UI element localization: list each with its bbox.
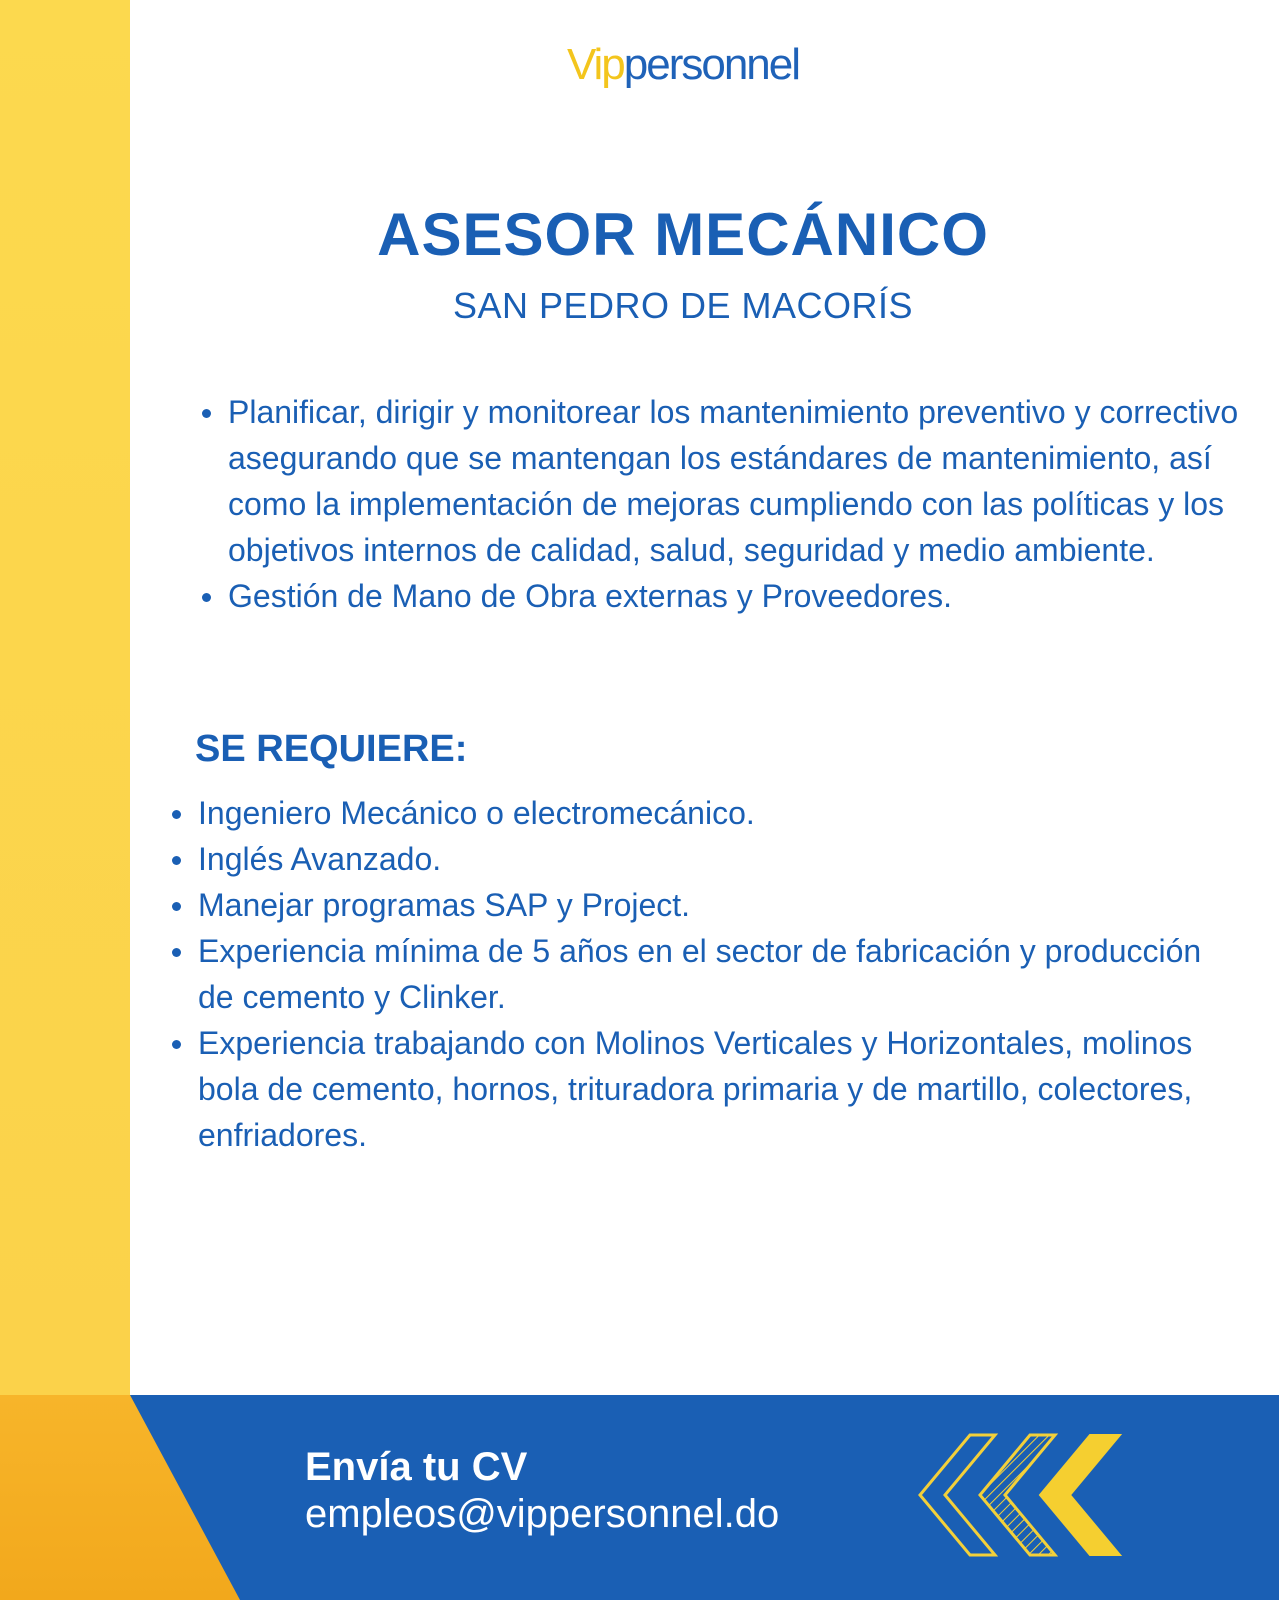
job-title: ASESOR MECÁNICO [377, 201, 989, 268]
requirements-heading: SE REQUIERE: [195, 728, 468, 770]
orange-wedge [0, 1395, 240, 1600]
requirement-item: Manejar programas SAP y Project. [170, 882, 1230, 928]
duty-item: Gestión de Mano de Obra externas y Proveedores. [200, 573, 1260, 619]
requirement-item: Experiencia trabajando con Molinos Verticales y Horizontales, molinos bola de cemento, hornos, trituradora primaria y de martillo, colectores, enfriadores. [170, 1020, 1230, 1158]
logo-personnel-text: personnel [623, 40, 800, 89]
logo-vip-text: Vip [566, 40, 624, 89]
contact-email[interactable]: empleos@vippersonnel.do [305, 1492, 780, 1536]
requirement-item: Experiencia mínima de 5 años en el sector de fabricación y producción de cemento y Clinker. [170, 928, 1230, 1020]
chevrons-left-icon [915, 1430, 1135, 1560]
duty-item: Planificar, dirigir y monitorear los mantenimiento preventivo y correctivo asegurando que se mantengan los estándares de mantenimiento, así como la implementación de mejoras cumpliendo con las políticas y los objetivos internos de calidad, salud, seguridad y medio ambiente. [200, 389, 1260, 573]
duties-list [200, 389, 1260, 619]
solid-chevron [1040, 1435, 1120, 1555]
job-location: SAN PEDRO DE MACORÍS [452, 285, 914, 326]
vippersonnel-logo [0, 40, 1279, 90]
requirement-item: Inglés Avanzado. [170, 836, 1230, 882]
requirements-list [170, 790, 1230, 1158]
cta-label: Envía tu CV [305, 1445, 528, 1489]
requirement-item: Ingeniero Mecánico o electromecánico. [170, 790, 1230, 836]
